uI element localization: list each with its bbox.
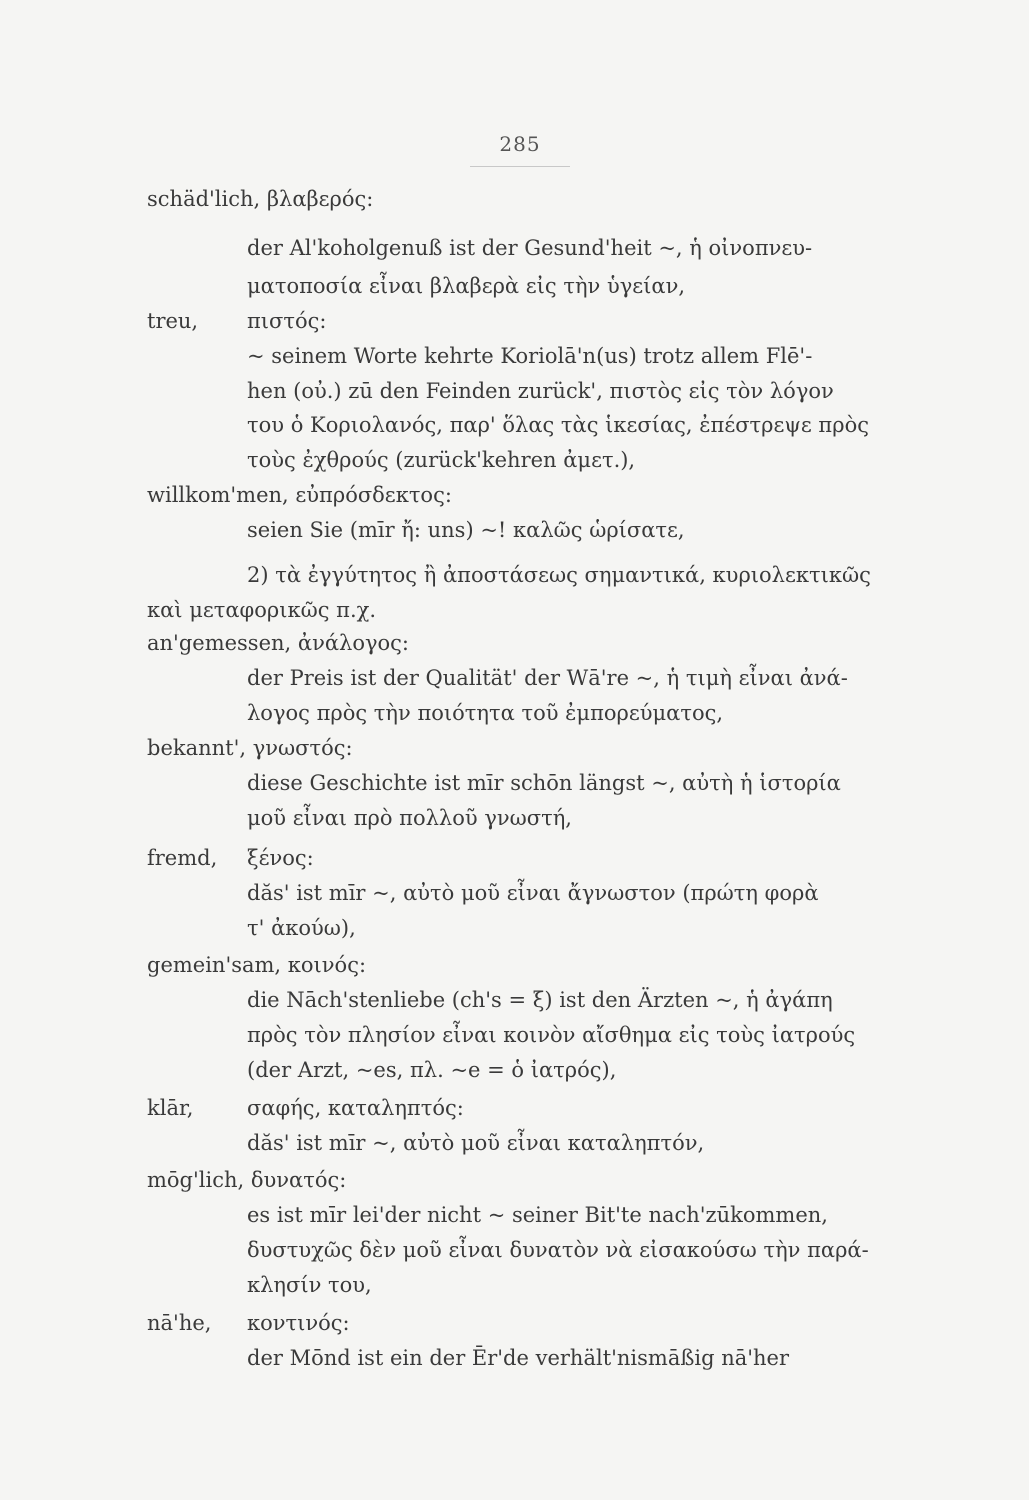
entry-headword: treu, — [147, 309, 199, 333]
entry-translation: σαφής, καταληπτός: — [247, 1096, 464, 1120]
example-line: πρὸς τὸν πλησίον εἶναι κοινὸν αἴσθημα εἰς τοὺς ἰατρούς — [247, 1023, 856, 1047]
example-line: τ' ἀκούω), — [247, 916, 356, 940]
entry-headword: nā'he, — [147, 1311, 212, 1335]
example-line: dăs' ist mīr ~, αὐτὸ μοῦ εἶναι ἄγνωστον (πρώτη φορὰ — [247, 881, 819, 905]
entry-headword: mōg'lich, δυνατός: — [147, 1168, 347, 1192]
example-line: dăs' ist mīr ~, αὐτὸ μοῦ εἶναι καταληπτόν, — [247, 1131, 705, 1155]
example-line: es ist mīr lei'der nicht ~ seiner Bit'te nach'zūkommen, — [247, 1203, 828, 1227]
entry-headword: fremd, — [147, 846, 218, 870]
entry-translation: ξένος: — [247, 846, 314, 870]
example-line: hen (οὐ.) zū den Feinden zurück', πιστὸς εἰς τὸν λόγον — [247, 379, 834, 403]
example-line: diese Geschichte ist mīr schōn längst ~, αὐτὴ ἡ ἱστορία — [247, 771, 841, 795]
entry-headword: an'gemessen, ἀνάλογος: — [147, 631, 409, 655]
example-line: der Mōnd ist ein der Ēr'de verhält'nismāßig nā'her — [247, 1346, 790, 1370]
section-paragraph: καὶ μεταφορικῶς π.χ. — [147, 598, 377, 622]
entry-headword: bekannt', γνωστός: — [147, 736, 353, 760]
example-line: δυστυχῶς δὲν μοῦ εἶναι δυνατὸν νὰ εἰσακούσω τὴν παρά- — [247, 1238, 869, 1262]
entry-headword: klār, — [147, 1096, 194, 1120]
example-line: ματοποσία εἶναι βλαβερὰ εἰς τὴν ὑγείαν, — [247, 274, 686, 298]
entry-headword: willkom'men, εὐπρόσδεκτος: — [147, 483, 452, 507]
example-line: τοὺς ἐχθρούς (zurück'kehren ἀμετ.), — [247, 448, 636, 472]
example-line: του ὁ Κοριολανός, παρ' ὅλας τὰς ἱκεσίας, ἐπέστρεψε πρὸς — [247, 413, 869, 437]
example-line: der Preis ist der Qualität' der Wā're ~, ἡ τιμὴ εἶναι ἀνά- — [247, 666, 848, 690]
example-line: ~ seinem Worte kehrte Koriolā'n(us) trotz allem Flē'- — [247, 344, 813, 368]
entry-translation: κοντινός: — [247, 1311, 350, 1335]
example-line: seien Sie (mīr ἤ: uns) ~! καλῶς ὡρίσατε, — [247, 518, 685, 542]
header-rule — [470, 166, 570, 167]
example-line: die Nāch'stenliebe (ch's = ξ) ist den Ärzten ~, ἡ ἀγάπη — [247, 988, 833, 1012]
entry-headword: schäd'lich, βλαβερός: — [147, 187, 374, 211]
section-paragraph: 2) τὰ ἐγγύτητος ἢ ἀποστάσεως σημαντικά, κυριολεκτικῶς — [247, 563, 871, 587]
entry-headword: gemein'sam, κοινός: — [147, 953, 367, 977]
entry-translation: πιστός: — [247, 309, 327, 333]
example-line: (der Arzt, ~es, πλ. ~e = ὁ ἰατρός), — [247, 1058, 617, 1082]
page-number: 285 — [499, 132, 541, 156]
example-line: κλησίν του, — [247, 1273, 372, 1297]
example-line: der Al'koholgenuß ist der Gesund'heit ~, ἡ οἰνοπνευ- — [247, 236, 813, 260]
example-line: λογος πρὸς τὴν ποιότητα τοῦ ἐμπορεύματος, — [247, 701, 724, 725]
example-line: μοῦ εἶναι πρὸ πολλοῦ γνωστή, — [247, 806, 572, 830]
